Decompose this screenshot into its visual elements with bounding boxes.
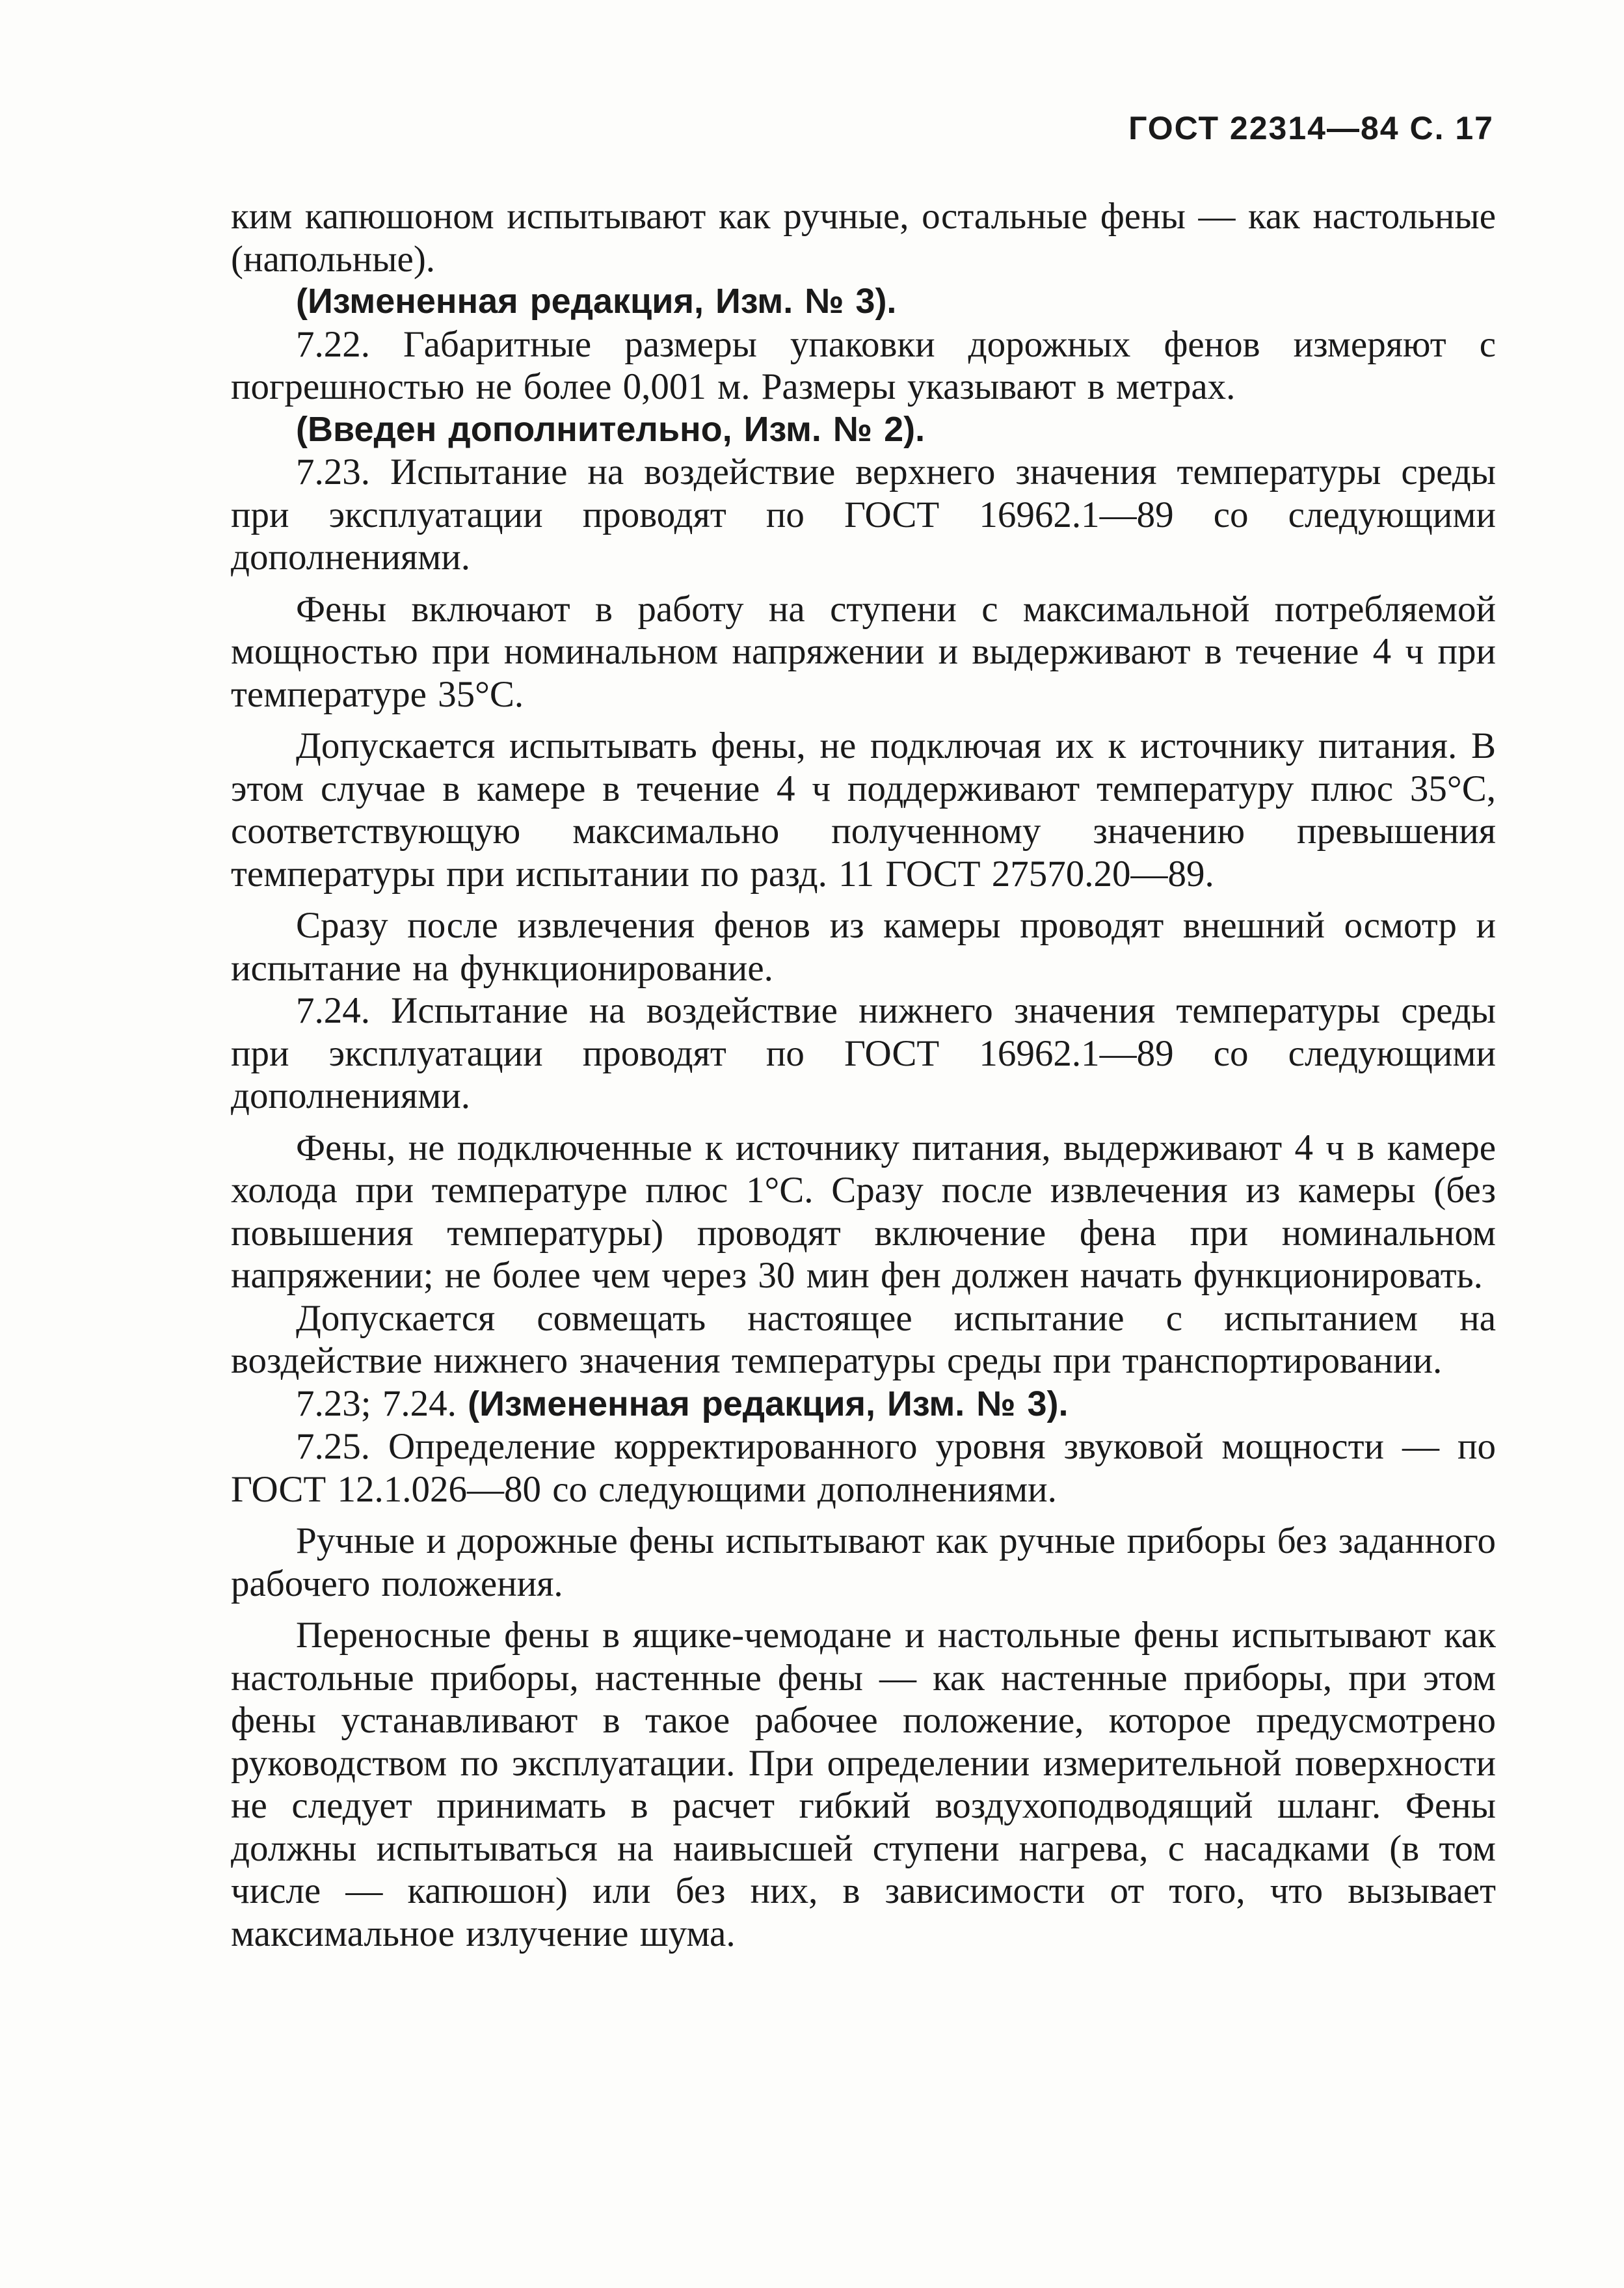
document-body xyxy=(231,195,1496,1955)
clause-reference: 7.23; 7.24. xyxy=(296,1382,457,1424)
clause-7-25: 7.25. Определение корректированного уровня звуковой мощности — по ГОСТ 12.1.026—80 со следующими дополнениями. xyxy=(231,1426,1496,1510)
revision-note: (Измененная редакция, Изм. № 3). xyxy=(296,282,897,321)
paragraph: Сразу после извлечения фенов из камеры проводят внешний осмотр и испытание на функционирование. xyxy=(231,905,1496,989)
paragraph: Переносные фены в ящике-чемодане и настольные фены испытывают как настольные приборы, настенные фены — как настенные приборы, при этом фены устанавливают в такое рабочее положение, которое предусмотрено руководством по эксплуатации. При определении измерительной поверхности не следует принимать в расчет гибкий воздухоподводящий шланг. Фены должны испытываться на наивысшей ступени нагрева, с насадками (в том числе — капюшон) или без них, в зависимости от того, что вызывает максимальное излучение шума. xyxy=(231,1615,1496,1954)
revision-note: (Измененная редакция, Изм. № 3). xyxy=(468,1384,1069,1423)
paragraph: Ручные и дорожные фены испытывают как ручные приборы без заданного рабочего положения. xyxy=(231,1520,1496,1604)
paragraph: Допускается совмещать настоящее испытание с испытанием на воздействие нижнего значения температуры среды при транспортировании. xyxy=(231,1297,1496,1381)
clause-7-23: 7.23. Испытание на воздействие верхнего значения температуры среды при эксплуатации проводят по ГОСТ 16962.1—89 со следующими дополнениями. xyxy=(231,451,1496,578)
clause-7-24: 7.24. Испытание на воздействие нижнего значения температуры среды при эксплуатации проводят по ГОСТ 16962.1—89 со следующими дополнениями. xyxy=(231,990,1496,1116)
paragraph: Фены, не подключенные к источнику питания, выдерживают 4 ч в камере холода при температуре плюс 1°С. Сразу после извлечения из камеры (без повышения температуры) проводят включение фена при номинальном напряжении; не более чем через 30 мин фен должен начать функционировать. xyxy=(231,1127,1496,1296)
paragraph: Фены включают в работу на ступени с максимальной потребляемой мощностью при номинальном напряжении и выдерживают в течение 4 ч при температуре 35°С. xyxy=(231,588,1496,715)
revision-note: (Введен дополнительно, Изм. № 2). xyxy=(296,409,925,449)
page-header: ГОСТ 22314—84 С. 17 xyxy=(1128,110,1494,146)
paragraph-continuation: ким капюшоном испытывают как ручные, остальные фены — как настольные (напольные). xyxy=(231,196,1496,280)
revision-note-line xyxy=(231,1382,1496,1426)
paragraph: Допускается испытывать фены, не подключая их к источнику питания. В этом случае в камере в течение 4 ч поддерживают температуру плюс 35°С, соответствующую максимально полученному значению превышения температуры при испытании по разд. 11 ГОСТ 27570.20—89. xyxy=(231,725,1496,895)
clause-7-22: 7.22. Габаритные размеры упаковки дорожных фенов измеряют с погрешностью не более 0,001 м. Размеры указывают в метрах. xyxy=(231,323,1496,407)
